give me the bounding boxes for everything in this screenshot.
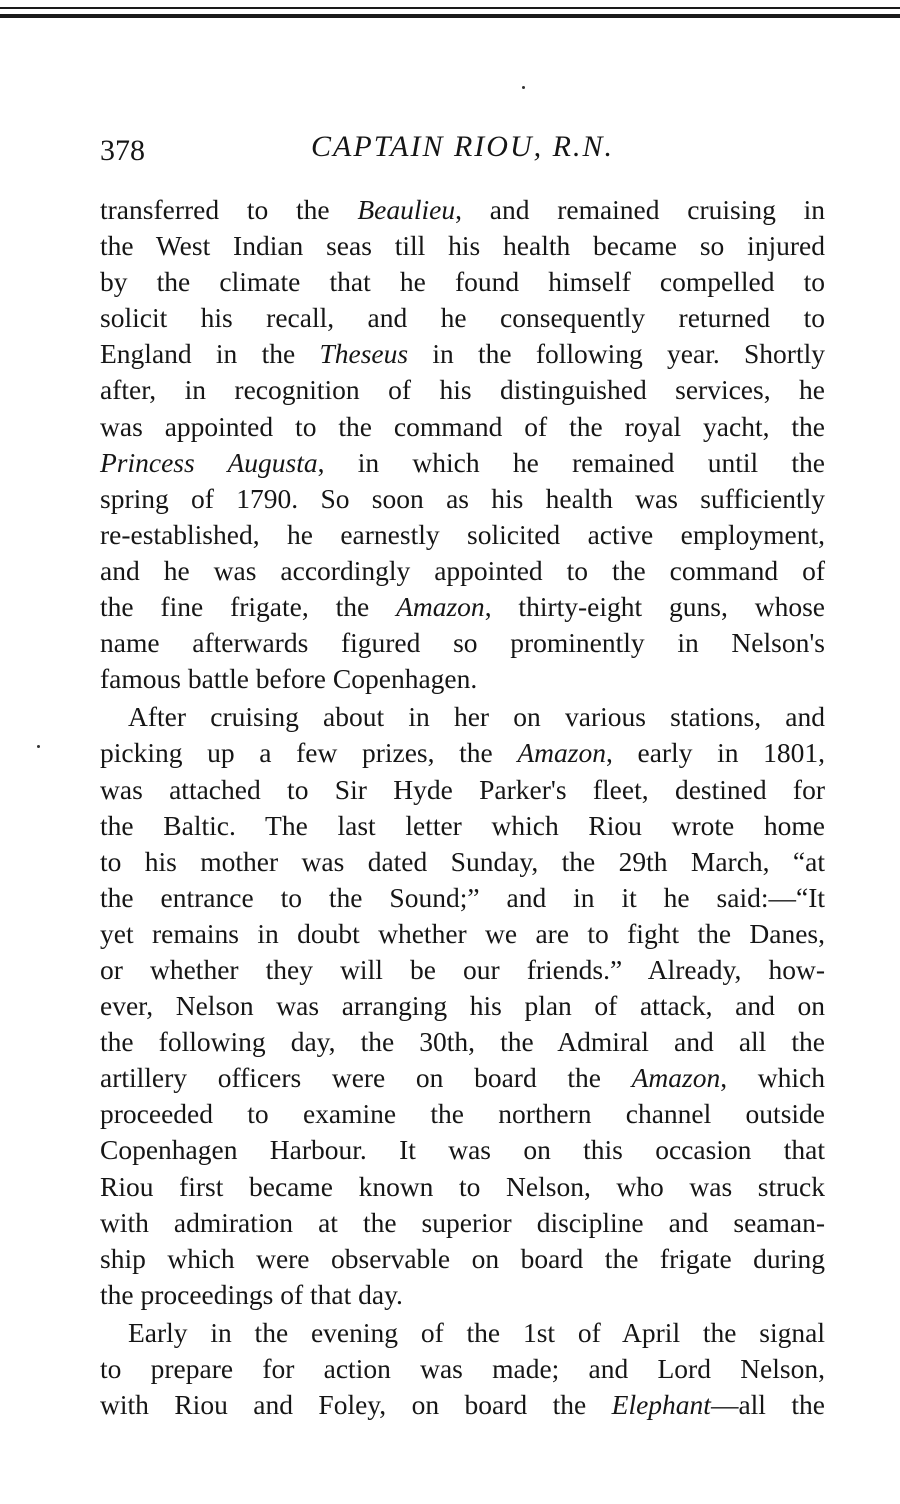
paragraph <box>100 1315 825 1423</box>
text-line: yet remains in doubt whether we are to fight the Danes, <box>100 917 825 949</box>
ship-name: Amazon <box>517 737 606 769</box>
text-line: the following day, the 30th, the Admiral and all the <box>100 1026 825 1058</box>
print-speck <box>37 745 40 748</box>
text-line: Early in the evening of the 1st of April the signal <box>128 1316 825 1348</box>
text-line: picking up a few prizes, the Amazon, early in 1801, <box>100 737 825 769</box>
text-line: with Riou and Foley, on board the Elephant—all the <box>100 1389 825 1421</box>
ship-name: Elephant <box>611 1389 711 1421</box>
text-line: England in the Theseus in the following year. Shortly <box>100 338 825 370</box>
text-line: was attached to Sir Hyde Parker's fleet, destined for <box>100 773 825 805</box>
paragraph <box>100 192 825 697</box>
running-head <box>100 126 825 176</box>
ship-name: Beaulieu <box>357 194 456 225</box>
top-rule-thick <box>0 14 900 18</box>
ship-name: Amazon <box>396 591 485 623</box>
text-line: the proceedings of that day. <box>100 1278 403 1310</box>
text-line: the West Indian seas till his health became so injured <box>100 230 825 262</box>
text-line: the fine frigate, the Amazon, thirty-eight guns, whose <box>100 591 825 623</box>
text-line: the Baltic. The last letter which Riou wrote home <box>100 809 825 841</box>
text-line: famous battle before Copenhagen. <box>100 663 478 695</box>
text-line: proceeded to examine the northern channel outside <box>100 1098 825 1130</box>
text-line: Riou first became known to Nelson, who was struck <box>100 1170 825 1202</box>
body-text <box>100 192 825 1423</box>
text-line: to his mother was dated Sunday, the 29th March, “at <box>100 845 825 877</box>
text-line: transferred to the Beaulieu, and remained cruising in <box>100 194 826 225</box>
text-line: by the climate that he found himself compelled to <box>100 266 825 298</box>
text-line: Princess Augusta, in which he remained until the <box>100 446 825 478</box>
text-line: artillery officers were on board the Amazon, which <box>100 1062 825 1094</box>
text-line: solicit his recall, and he consequently returned to <box>100 302 825 334</box>
text-line: and he was accordingly appointed to the command of <box>100 554 825 586</box>
text-line: ship which were observable on board the frigate during <box>100 1242 825 1274</box>
text-line: re-established, he earnestly solicited active employment, <box>100 518 825 550</box>
ship-name: Amazon <box>631 1062 721 1094</box>
text-line: or whether they will be our friends.” Already, how- <box>100 953 825 985</box>
text-line: to prepare for action was made; and Lord Nelson, <box>100 1353 825 1384</box>
print-speck <box>522 86 525 89</box>
text-line: After cruising about in her on various stations, and <box>128 701 825 733</box>
text-line: name afterwards figured so prominently in Nelson's <box>100 627 825 659</box>
paragraph <box>100 699 825 1313</box>
text-line: Copenhagen Harbour. It was on this occasion that <box>100 1134 825 1166</box>
text-line: was appointed to the command of the royal yacht, the <box>100 410 825 442</box>
top-rule-thin <box>0 7 900 9</box>
running-title: CAPTAIN RIOU, R.N. <box>311 130 614 163</box>
ship-name: Princess Augusta <box>100 446 318 478</box>
page-number: 378 <box>100 134 145 167</box>
ship-name: Theseus <box>319 338 409 370</box>
text-line: ever, Nelson was arranging his plan of attack, and on <box>100 990 825 1022</box>
text-line: spring of 1790. So soon as his health was sufficiently <box>100 482 825 514</box>
text-line: the entrance to the Sound;” and in it he said:—“It <box>100 881 825 913</box>
text-line: after, in recognition of his distinguished services, he <box>100 374 825 406</box>
text-line: with admiration at the superior discipline and seaman- <box>100 1206 825 1238</box>
